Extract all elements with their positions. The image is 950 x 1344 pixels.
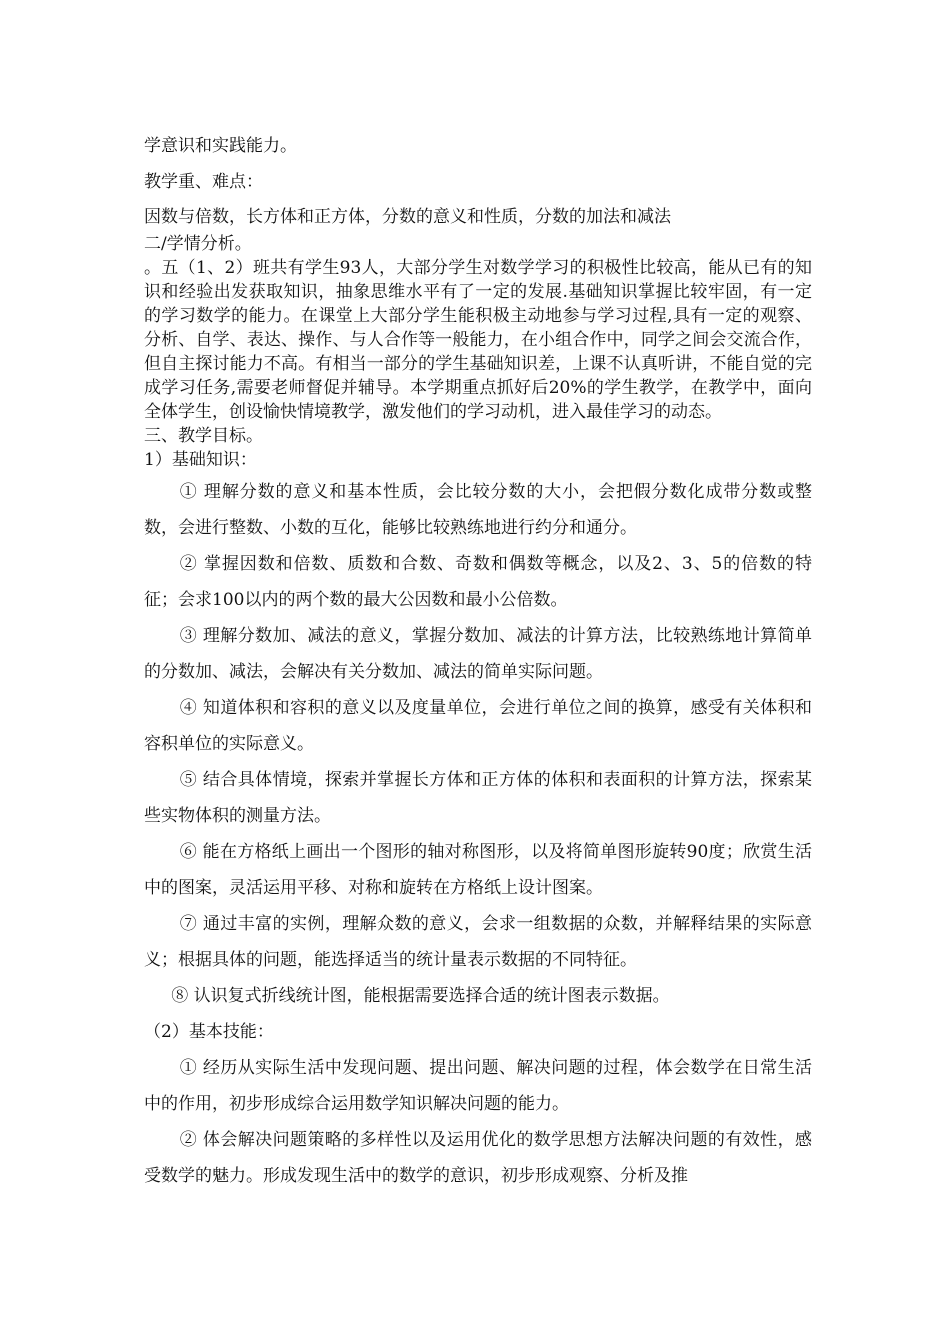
basic-knowledge-item: ⑤ 结合具体情境，探索并掌握长方体和正方体的体积和表面积的计算方法，探索某些实物体积的测量方法。 bbox=[144, 770, 812, 826]
basic-knowledge-item: ⑥ 能在方格纸上画出一个图形的轴对称图形，以及将简单图形旋转90度；欣赏生活中的图案，灵活运用平移、对称和旋转在方格纸上设计图案。 bbox=[144, 842, 812, 898]
basic-skills-item: ① 经历从实际生活中发现问题、提出问题、解决问题的过程，体会数学在日常生活中的作用，初步形成综合运用数学知识解决问题的能力。 bbox=[144, 1058, 812, 1114]
intro-line: 学意识和实践能力。 bbox=[144, 136, 297, 156]
student-analysis-text: 。五（1、2）班共有学生93人，大部分学生对数学学习的积极性比较高，能从已有的知识和经验出发获取知识，抽象思维水平有了一定的发展.基础知识掌握比较牢固，有一定的学习数学的能力。在课堂上大部分学生能积极主动地参与学习过程,具有一定的观察、分析、自学、表达、操作、与人合作等一般能力，在小组合作中，同学之间会交流合作，但自主探讨能力不高。有相当一部分的学生基础知识差，上课不认真听讲，不能自觉的完成学习任务,需要老师督促并辅导。本学期重点抓好后20%的学生教学，在教学中，面向全体学生，创设愉快情境教学，激发他们的学习动机，进入最佳学习的动态。 bbox=[144, 258, 812, 422]
basic-skills-item: ② 体会解决问题策略的多样性以及运用优化的数学思想方法解决问题的有效性，感受数学的魅力。形成发现生活中的数学的意识，初步形成观察、分析及推 bbox=[144, 1130, 812, 1186]
document-body bbox=[144, 128, 812, 1194]
basic-knowledge-item: ② 掌握因数和倍数、质数和合数、奇数和偶数等概念，以及2、3、5的倍数的特征；会求100以内的两个数的最大公因数和最小公倍数。 bbox=[144, 554, 812, 610]
basic-knowledge-item: ① 理解分数的意义和基本性质，会比较分数的大小，会把假分数化成带分数或整数，会进行整数、小数的互化，能够比较熟练地进行约分和通分。 bbox=[144, 482, 812, 538]
key-points-text: 因数与倍数，长方体和正方体，分数的意义和性质，分数的加法和减法 bbox=[144, 207, 671, 227]
heading-goals: 三、教学目标。 bbox=[144, 426, 263, 446]
heading-basic-skills: （2）基本技能： bbox=[144, 1022, 274, 1042]
basic-knowledge-item: ⑦ 通过丰富的实例，理解众数的意义，会求一组数据的众数，并解释结果的实际意义；根据具体的问题，能选择适当的统计量表示数据的不同特征。 bbox=[144, 914, 812, 970]
basic-knowledge-item: ③ 理解分数加、减法的意义，掌握分数加、减法的计算方法，比较熟练地计算简单的分数加、减法，会解决有关分数加、减法的简单实际问题。 bbox=[144, 626, 812, 682]
heading-basic-knowledge: 1）基础知识： bbox=[144, 450, 257, 470]
heading-key-points: 教学重、难点： bbox=[144, 172, 263, 192]
basic-knowledge-item: ⑧ 认识复式折线统计图，能根据需要选择合适的统计图表示数据。 bbox=[171, 986, 670, 1006]
heading-student-analysis: 二/学情分析。 bbox=[144, 234, 252, 254]
basic-knowledge-item: ④ 知道体积和容积的意义以及度量单位，会进行单位之间的换算，感受有关体积和容积单位的实际意义。 bbox=[144, 698, 812, 754]
